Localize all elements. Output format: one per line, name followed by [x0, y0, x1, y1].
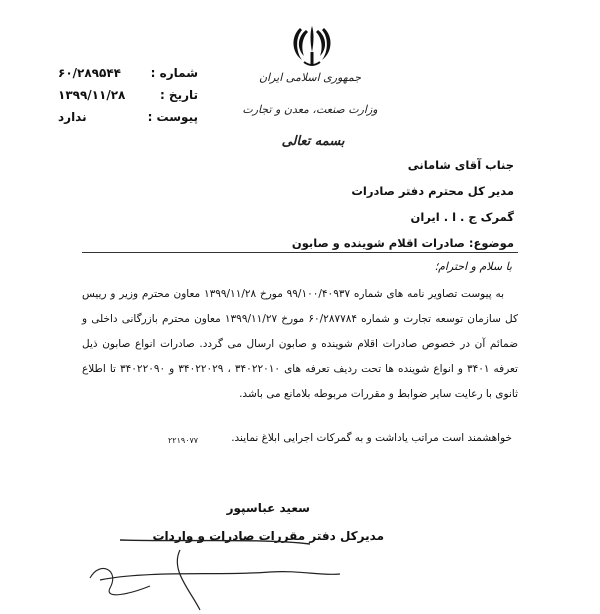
letter-meta [58, 62, 198, 128]
number-value: ۶۰/۲۸۹۵۴۴ [58, 66, 121, 80]
date-row [58, 84, 198, 106]
republic-title: جمهوری اسلامی ایران [258, 71, 362, 84]
addressee-block [134, 152, 514, 256]
body-paragraph: به پیوست تصاویر نامه های شماره ۹۹/۱۰۰/۴۰۹۳۷ مورخ ۱۳۹۹/۱۱/۲۸ معاون محترم وزیر و رییس کل سازمان توسعه تجارت و شماره ۶۰/۲۸۷۷۸۴ مورخ ۱۳۹۹/۱۱/۲۷ معاون محترم بازرگانی داخلی و ضمائم آن در خصوص صادرات اقلام شوینده و صابون ارسال می گردد. صادرات انواع صابون ذیل تعرفه ۳۴۰۱ و انواع شوینده ها تحت ردیف تعرفه های ۳۴۰۲۲۰۱۰ ، ۳۴۰۲۲۰۲۹ و ۳۴۰۲۲۰۹۰ تا اطلاع ثانوی با رعایت سایر ضوابط و مقررات مربوطه بلامانع می باشد. [82, 288, 518, 400]
greeting: با سلام و احترام؛ [434, 260, 512, 273]
signature-scribble-icon [60, 530, 360, 614]
number-row [58, 62, 198, 84]
letter-body [82, 282, 518, 407]
divider [82, 252, 518, 253]
addressee-position: مدیر کل محترم دفتر صادرات [351, 184, 514, 198]
attachment-row [58, 106, 198, 128]
attachment-value: ندارد [58, 110, 87, 124]
signer-name: سعید عباسپور [226, 501, 310, 515]
ministry-title: وزارت صنعت، معدن و تجارت [242, 103, 378, 116]
date-label: تاریخ : [159, 88, 198, 102]
attachment-label: پیوست : [147, 110, 198, 124]
addressee-organization: گمرک ج . ا . ایران [410, 210, 514, 224]
signer-title: مدیرکل دفتر مقررات صادرات و واردات [152, 529, 384, 543]
number-label: شماره : [150, 66, 198, 80]
iran-emblem-icon [290, 22, 334, 70]
invocation: بسمه تعالی [281, 134, 345, 149]
date-value: ۱۳۹۹/۱۱/۲۸ [58, 88, 126, 102]
reference-number: ۲۲۱۹۰۷۷ [168, 436, 199, 445]
letter-subject: موضوع: صادرات اقلام شوینده و صابون [291, 236, 514, 250]
addressee-name: جناب آقای شامانی [407, 158, 514, 172]
closing-text: خواهشمند است مراتب یاداشت و به گمرکات اجرایی ابلاغ نمایند. [231, 432, 512, 444]
